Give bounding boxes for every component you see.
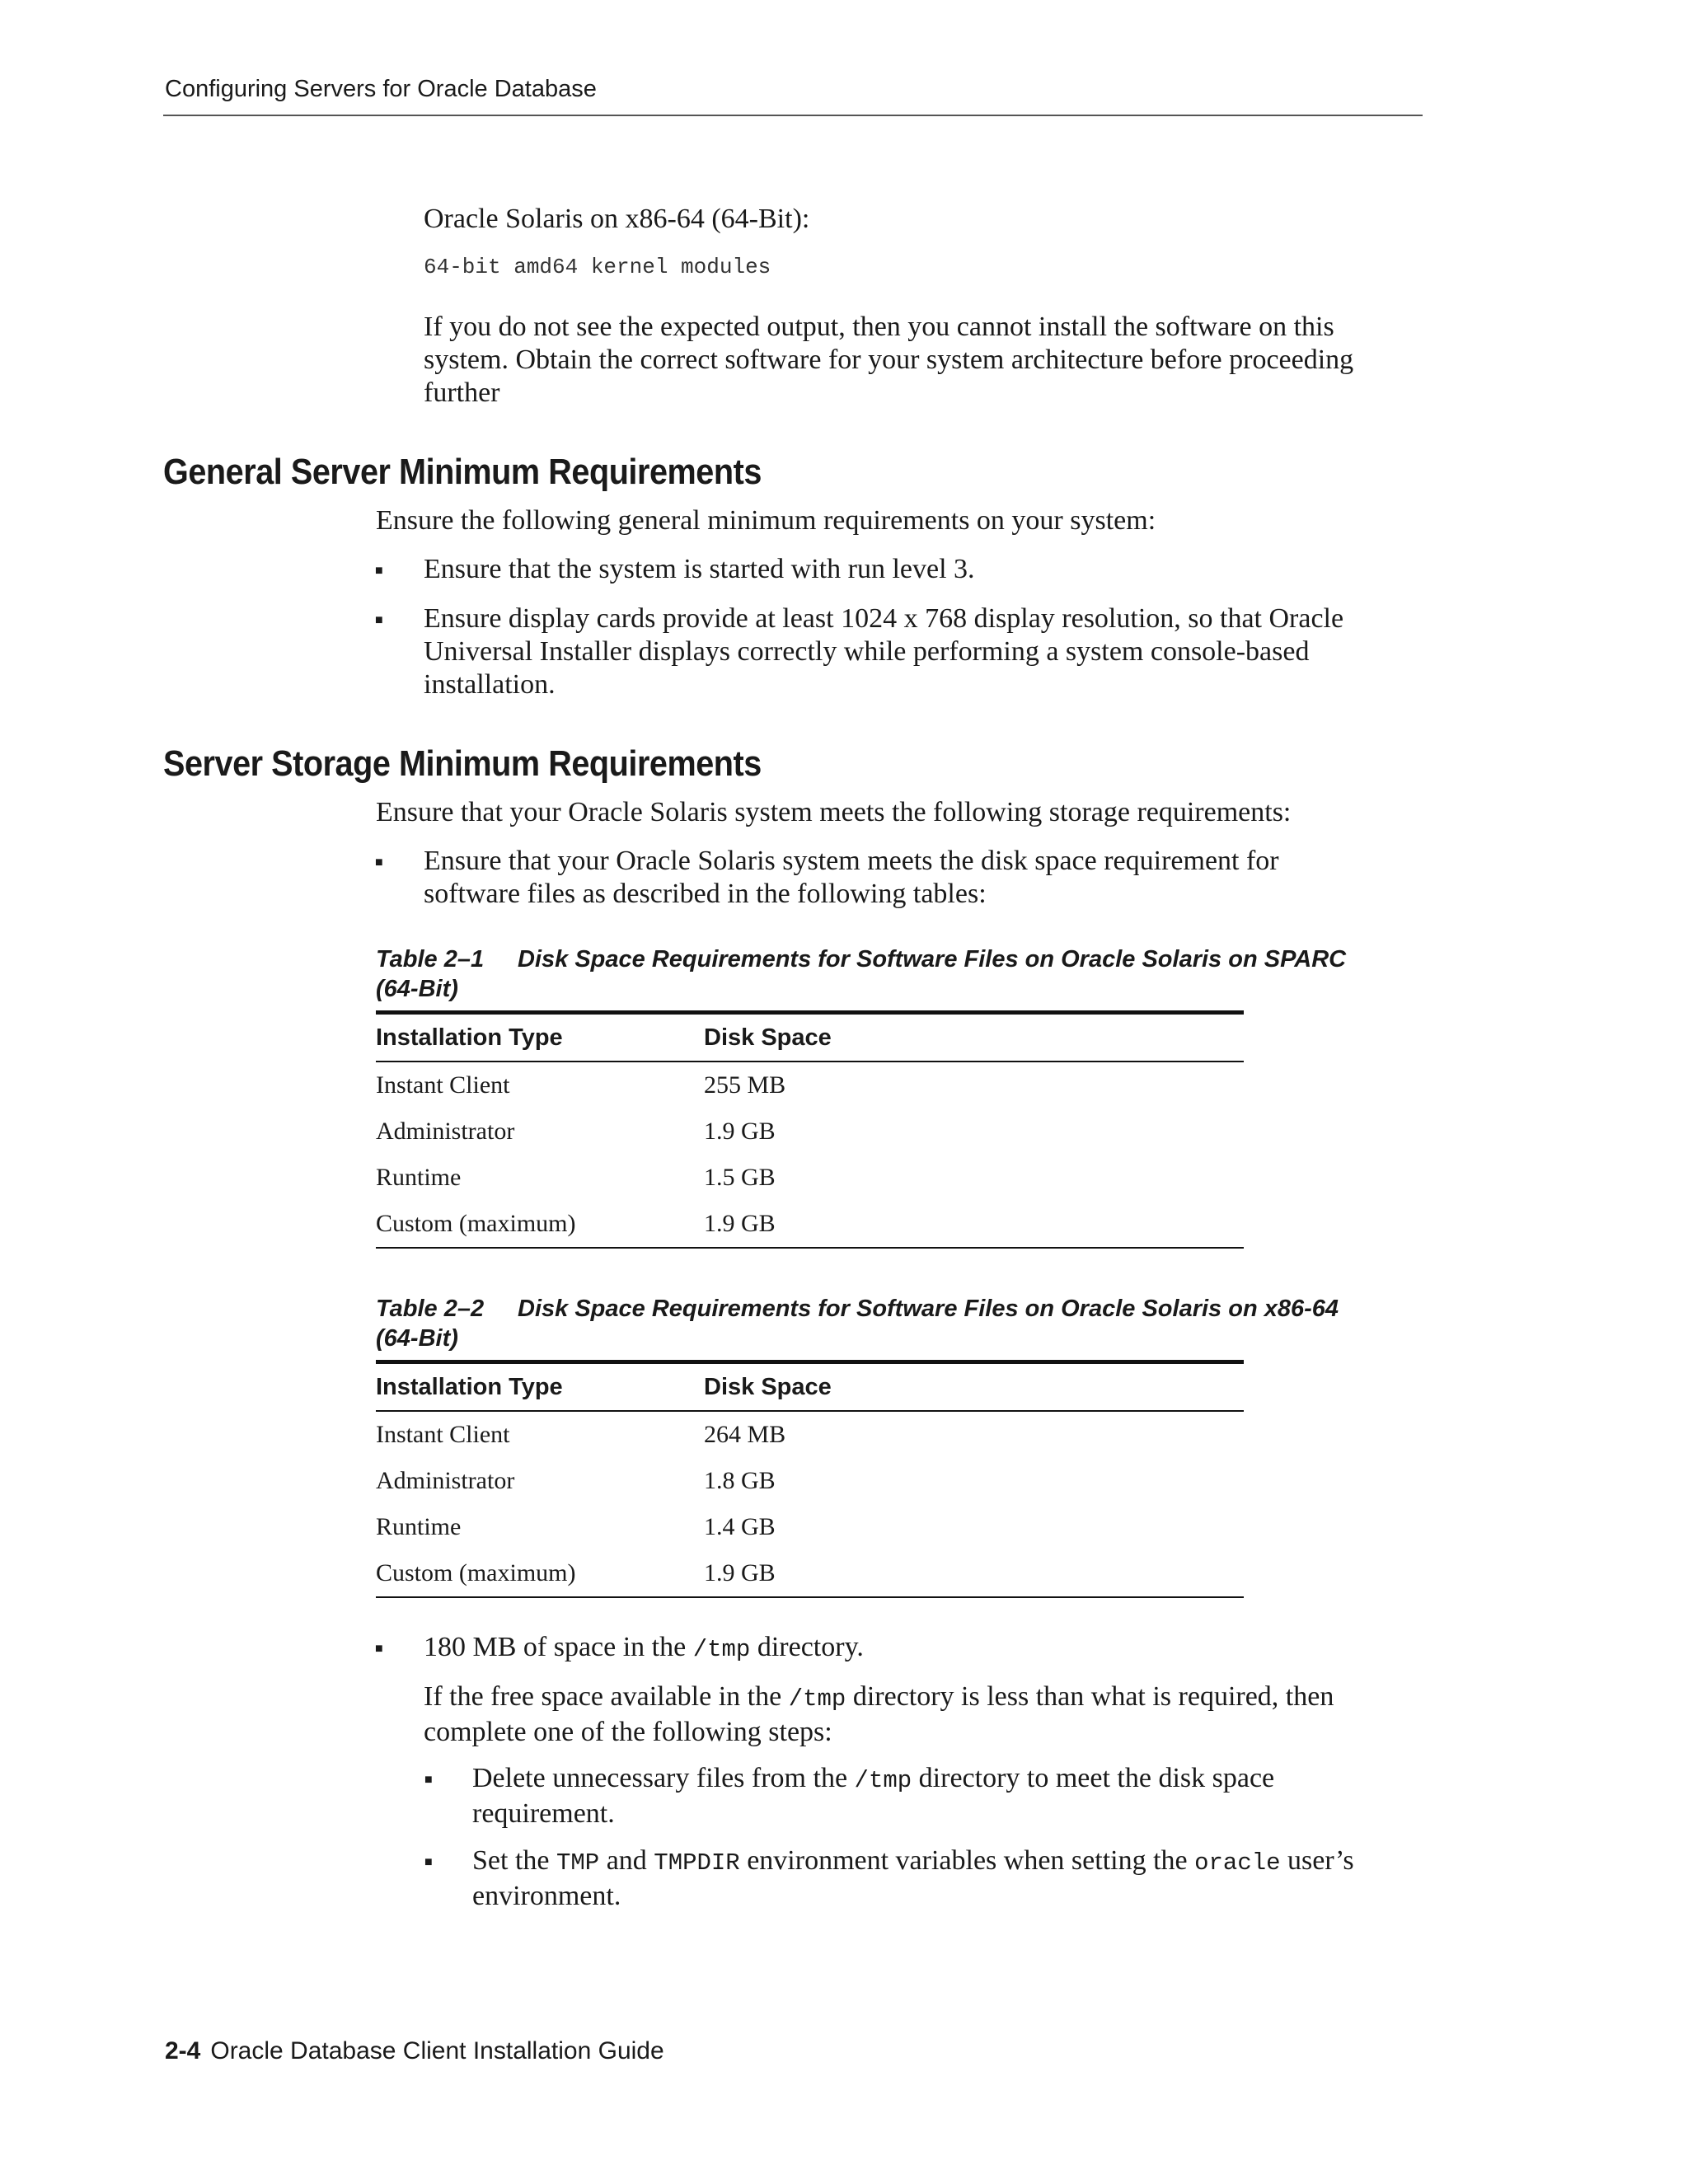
- code-inline: /tmp: [854, 1767, 912, 1794]
- code-inline: oracle: [1194, 1849, 1281, 1877]
- text: and: [599, 1845, 654, 1876]
- table-cell: Administrator: [376, 1118, 515, 1145]
- paragraph-line: If you do not see the expected output, then you cannot install the software on this: [424, 312, 1334, 342]
- table-row: [376, 1108, 1244, 1155]
- text: environment variables when setting the: [739, 1845, 1195, 1876]
- bullet-line: installation.: [424, 669, 556, 700]
- tmp-paragraph: [424, 1680, 1334, 1749]
- bullet-line: environment.: [472, 1881, 621, 1911]
- page-number: 2-4: [165, 2037, 201, 2064]
- tmp-subbullet-1: [472, 1762, 1274, 1830]
- running-header: Configuring Servers for Oracle Database: [165, 76, 597, 102]
- table-cell: Administrator: [376, 1467, 515, 1494]
- disk-space-table-sparc: [376, 1010, 1244, 1249]
- table-number: Table 2–2: [376, 1296, 485, 1322]
- column-header: Disk Space: [704, 1362, 1244, 1412]
- table-caption-1: [376, 944, 1414, 1004]
- disk-space-table-x86: [376, 1360, 1244, 1598]
- table-cell: 1.4 GB: [704, 1513, 776, 1540]
- table-title: Disk Space Requirements for Software Files on Oracle Solaris on SPARC: [518, 946, 1347, 972]
- table-title: Disk Space Requirements for Software Files on Oracle Solaris on x86-64: [518, 1296, 1339, 1322]
- tmp-subbullet-2: [472, 1844, 1354, 1913]
- table-cell: 1.8 GB: [704, 1467, 776, 1494]
- text: 180 MB of space in the: [424, 1632, 693, 1662]
- code-inline: /tmp: [692, 1636, 751, 1663]
- column-header: Installation Type: [376, 1013, 704, 1062]
- bullet-icon: ■: [424, 1855, 433, 1869]
- bullet-line: requirement.: [472, 1798, 615, 1829]
- table-cell: 255 MB: [704, 1071, 786, 1099]
- table-cell: Instant Client: [376, 1071, 510, 1099]
- header-divider: [163, 115, 1423, 116]
- table-cell: 1.9 GB: [704, 1201, 1244, 1248]
- table-row: [376, 1062, 1244, 1108]
- bullet-icon: ■: [375, 855, 383, 869]
- table-cell: Runtime: [376, 1164, 462, 1191]
- table-row: [376, 1201, 1244, 1248]
- code-inline: TMP: [556, 1849, 600, 1877]
- table-cell: Custom (maximum): [376, 1550, 704, 1597]
- text: directory is less than what is required, then: [846, 1681, 1334, 1712]
- intro-paragraph: [424, 311, 1353, 410]
- bullet-icon: ■: [375, 564, 383, 578]
- table-cell: 1.9 GB: [704, 1550, 1244, 1597]
- table-title-cont: (64-Bit): [376, 1325, 458, 1352]
- book-title: Oracle Database Client Installation Guide: [210, 2037, 664, 2064]
- general-bullet-1: Ensure that the system is started with run level 3.: [424, 554, 975, 584]
- code-inline: /tmp: [788, 1685, 846, 1713]
- section-heading-storage: Server Storage Minimum Requirements: [163, 743, 762, 784]
- table-title-cont: (64-Bit): [376, 976, 458, 1002]
- general-lead: Ensure the following general minimum requirements on your system:: [376, 505, 1156, 536]
- bullet-icon: ■: [424, 1773, 433, 1787]
- column-header: Installation Type: [376, 1362, 704, 1412]
- table-caption-2: [376, 1294, 1414, 1353]
- text: Delete unnecessary files from the: [472, 1763, 855, 1793]
- paragraph-line: system. Obtain the correct software for your system architecture before proceeding: [424, 344, 1354, 375]
- storage-bullet-1: [424, 845, 1279, 911]
- table-row: [376, 1458, 1244, 1504]
- code-inline: TMPDIR: [654, 1849, 740, 1877]
- table-cell: Instant Client: [376, 1421, 510, 1448]
- bullet-line: Ensure that your Oracle Solaris system meets the disk space requirement for: [424, 846, 1279, 876]
- text: If the free space available in the: [424, 1681, 789, 1712]
- text: user’s: [1280, 1845, 1354, 1876]
- bullet-line: software files as described in the following tables:: [424, 879, 987, 909]
- text: Set the: [472, 1845, 556, 1876]
- code-output: 64-bit amd64 kernel modules: [424, 255, 771, 279]
- paragraph-line: complete one of the following steps:: [424, 1717, 832, 1747]
- general-bullet-2: [424, 602, 1343, 701]
- table-row: [376, 1155, 1244, 1201]
- bullet-line: Universal Installer displays correctly while performing a system console-based: [424, 636, 1310, 667]
- text: directory.: [750, 1632, 864, 1662]
- table-cell: 264 MB: [704, 1421, 786, 1448]
- table-cell: Custom (maximum): [376, 1201, 704, 1248]
- table-row: [376, 1550, 1244, 1597]
- page-footer: [165, 2037, 664, 2065]
- table-row: [376, 1411, 1244, 1458]
- bullet-icon: ■: [375, 613, 383, 627]
- table-cell: Runtime: [376, 1513, 462, 1540]
- paragraph-line: further: [424, 377, 500, 408]
- platform-label: Oracle Solaris on x86-64 (64-Bit):: [424, 204, 810, 234]
- table-cell: 1.9 GB: [704, 1118, 776, 1145]
- bullet-icon: ■: [375, 1642, 383, 1656]
- storage-lead: Ensure that your Oracle Solaris system meets the following storage requirements:: [376, 797, 1292, 827]
- table-number: Table 2–1: [376, 946, 485, 972]
- column-header: Disk Space: [704, 1013, 1244, 1062]
- table-cell: 1.5 GB: [704, 1164, 776, 1191]
- text: directory to meet the disk space: [912, 1763, 1275, 1793]
- tmp-bullet: [424, 1631, 864, 1666]
- section-heading-general: General Server Minimum Requirements: [163, 452, 762, 492]
- table-row: [376, 1504, 1244, 1550]
- bullet-line: Ensure display cards provide at least 1024 x 768 display resolution, so that Oracle: [424, 603, 1344, 634]
